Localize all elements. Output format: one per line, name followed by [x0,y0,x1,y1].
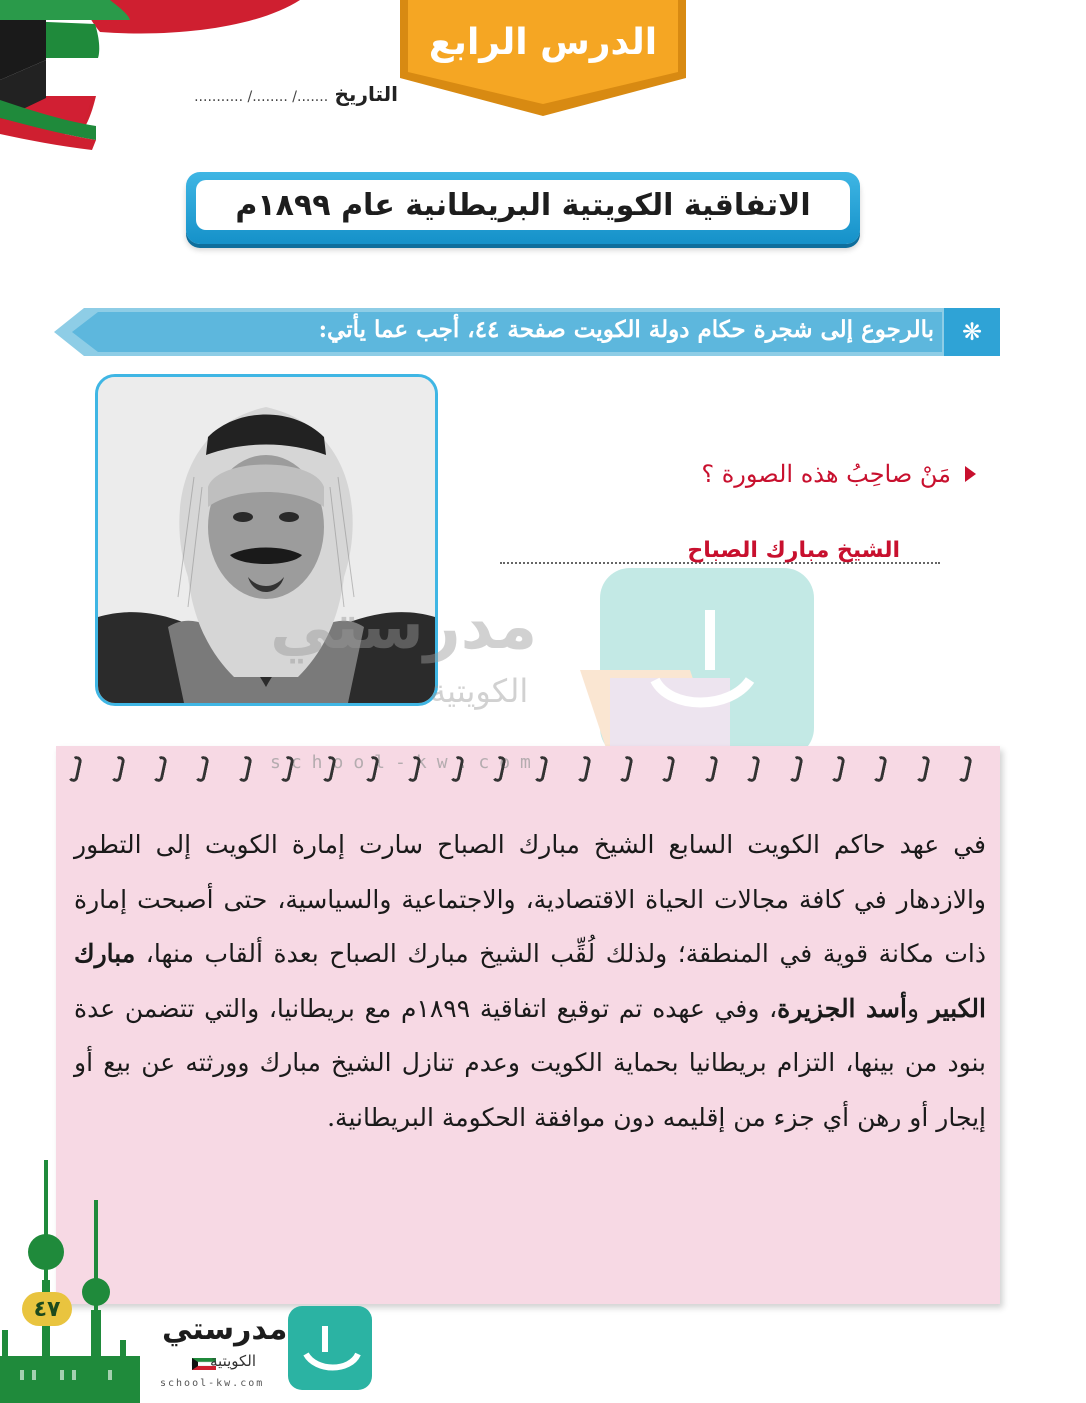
watermark-url: school-kw.com [270,752,541,773]
watermark-sub: الكويتية [430,672,529,710]
instruction-bar [54,308,1000,356]
paragraph-part1: في عهد حاكم الكويت السابع الشيخ مبارك الصباح سارت إمارة الكويت إلى التطور والازدهار في كافة مجالات الحياة الاقتصادية، والاجتماعية والسياسية، حتى أصبحت إمارة ذات مكانة قوية في المنطقة؛ ولذلك لُقِّب الشيخ مبارك الصباح بعدة ألقاب منها، [74,830,986,968]
title-asad-al-jazira: أسد الجزيرة [777,993,907,1023]
ring-icon [68,755,83,783]
ring-icon [364,755,379,783]
ring-icon [322,755,337,783]
asterisk-icon: ❋ [961,318,983,346]
watermark-name: مدرستي [270,590,538,664]
logo-name: مدرستي [162,1312,288,1347]
title-mubarak-al-kabir: مبارك الكبير [74,939,986,1023]
instruction-text: بالرجوع إلى شجرة حكام دولة الكويت صفحة ٤٤، أجب عما يأتي: [318,316,934,343]
page-title: الاتفاقية الكويتية البريطانية عام ١٨٩٩م [235,187,811,223]
logo-sub: الكويتية [210,1352,257,1370]
question [701,460,976,488]
ring-icon [449,755,464,783]
answer-text: الشيخ مبارك الصباح [687,538,900,563]
question-text: مَنْ صاحِبُ هذه الصورة ؟ [701,460,951,488]
triangle-bullet-icon [965,466,976,482]
kuwait-towers-illustration [0,1160,140,1403]
date-field[interactable] [108,82,398,106]
lesson-label: الدرس الرابع [428,22,658,63]
ring-icon [279,755,294,783]
lesson-paragraph [74,818,986,1145]
ring-icon [110,755,125,783]
date-label: التاريخ [334,82,398,106]
ring-icon [237,755,252,783]
ring-icon [491,755,506,783]
ring-icon [618,755,633,783]
notebook-rings [70,756,970,786]
ring-icon [746,755,761,783]
ring-icon [576,755,591,783]
ring-icon [915,755,930,783]
ring-icon [152,755,167,783]
logo-url: school-kw.com [160,1378,265,1389]
ring-icon [534,755,549,783]
ring-icon [661,755,676,783]
page-number: ٤٧ [22,1292,72,1326]
lesson-title-banner [186,172,860,244]
ring-icon [703,755,718,783]
date-blank[interactable]: ......./ ......../ ........... [194,89,329,105]
ring-icon [830,755,845,783]
ring-icon [407,755,422,783]
paragraph-part2: ، وفي عهده تم توقيع اتفاقية ١٨٩٩م مع بريطانيا، والتي تتضمن عدة بنود من بينها، التزام بريطانيا بحماية الكويت وعدم تنازل الشيخ مبارك وورثته عن بيع أو إيجار أو رهن أي جزء من إقليمه دون موافقة الحكومة البريطانية. [74,993,986,1132]
lesson-tab [400,0,686,118]
ring-icon [195,755,210,783]
paragraph-and: و [906,993,929,1023]
ring-icon [788,755,803,783]
ring-icon [873,755,888,783]
